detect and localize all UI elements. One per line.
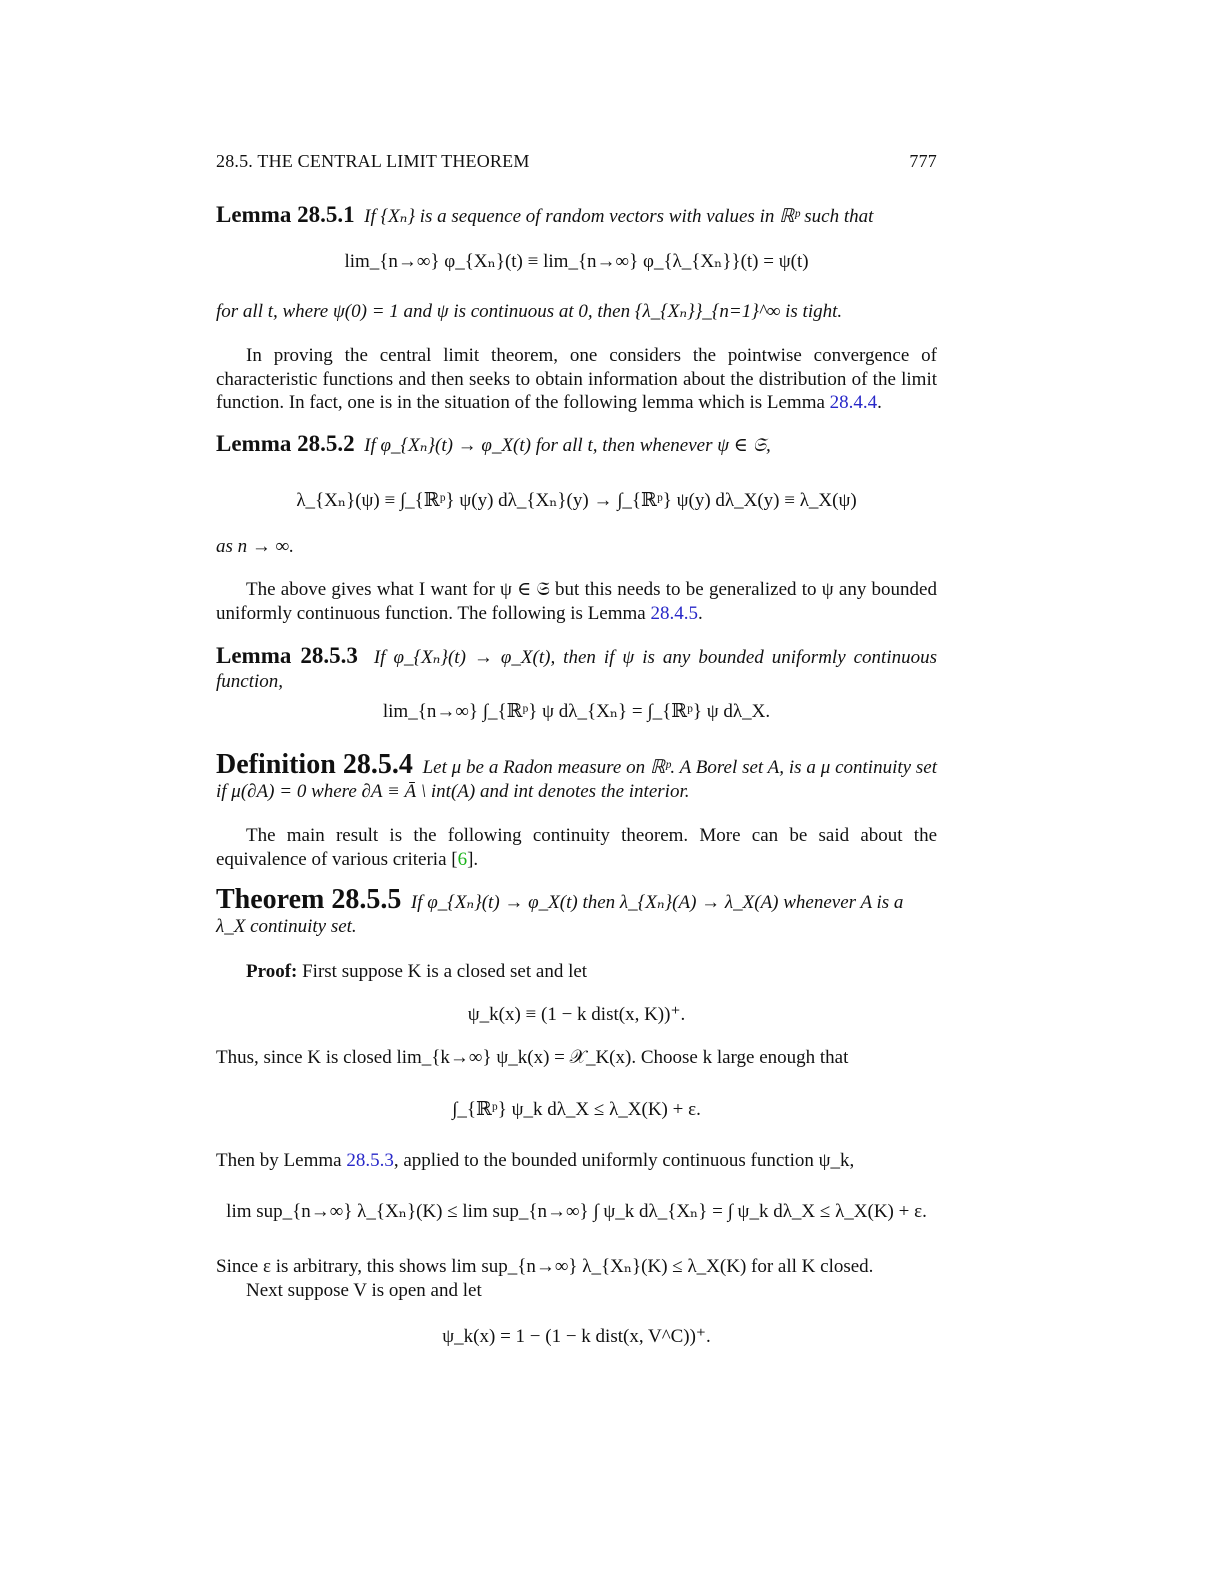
proof-line-3-pre: Then by Lemma: [216, 1150, 342, 1171]
paragraph-2-text: The above gives what I want for ψ ∈ 𝔖 but this needs to be generalized to ψ any bounded uniformly continuous function. The following is Lemma: [216, 579, 937, 624]
lemma-statement: If {Xₙ} is a sequence of random vectors with values in ℝᵖ such that: [364, 206, 874, 227]
proof-line-5: Next suppose V is open and let: [246, 1280, 482, 1301]
definition-28-5-4: [216, 749, 938, 803]
paragraph-3-end: ].: [467, 848, 479, 870]
section-title: 28.5. THE CENTRAL LIMIT THEOREM: [216, 151, 530, 171]
definition-label: Definition 28.5.4: [216, 749, 413, 780]
lemma-label: Lemma 28.5.3: [216, 643, 358, 668]
lemma-28-5-2: [216, 432, 937, 458]
theorem-label: Theorem 28.5.5: [216, 884, 402, 915]
lemma-28-5-2-equation: λ_{Xₙ}(ψ) ≡ ∫_{ℝᵖ} ψ(y) dλ_{Xₙ}(y) → ∫_{ℝᵖ} ψ(y) dλ_X(y) ≡ λ_X(ψ): [296, 490, 857, 511]
proof-equation-4: ψ_k(x) = 1 − (1 − k dist(x, V^C))⁺.: [442, 1326, 711, 1347]
proof-label: Proof:: [246, 961, 298, 982]
paragraph-1-end: .: [877, 392, 882, 413]
lemma-28-5-3: [216, 644, 937, 693]
lemma-reference-link[interactable]: 28.4.5: [650, 602, 698, 624]
page-number: 777: [909, 151, 937, 171]
lemma-28-5-1-conclusion: for all t, where ψ(0) = 1 and ψ is continuous at 0, then {λ_{Xₙ}}_{n=1}^∞ is tight.: [216, 301, 843, 322]
paragraph-2-end: .: [697, 602, 703, 624]
paragraph-3: [216, 824, 937, 871]
theorem-28-5-5: [216, 884, 937, 938]
lemma-28-5-1: [216, 203, 937, 229]
citation-link[interactable]: 6: [457, 848, 468, 870]
proof-line-1-text: First suppose K is a closed set and let: [302, 961, 588, 982]
proof-line-2: Thus, since K is closed lim_{k→∞} ψ_k(x) = 𝒳_K(x). Choose k large enough that: [216, 1047, 849, 1068]
proof-equation-1: ψ_k(x) ≡ (1 − k dist(x, K))⁺.: [467, 1004, 686, 1025]
running-header: [216, 150, 937, 174]
paragraph-3-text: The main result is the following continuity theorem. More can be said about the equivalence of various criteria [: [216, 825, 937, 870]
lemma-label: Lemma 28.5.1: [216, 202, 355, 227]
proof-line-4: Since ε is arbitrary, this shows lim sup_{n→∞} λ_{Xₙ}(K) ≤ λ_X(K) for all K closed.: [216, 1256, 874, 1277]
proof-equation-2: ∫_{ℝᵖ} ψ_k dλ_X ≤ λ_X(K) + ε.: [452, 1099, 701, 1120]
proof-equation-3: lim sup_{n→∞} λ_{Xₙ}(K) ≤ lim sup_{n→∞} ∫ ψ_k dλ_{Xₙ} = ∫ ψ_k dλ_X ≤ λ_X(K) + ε.: [226, 1201, 927, 1222]
lemma-statement: If φ_{Xₙ}(t) → φ_X(t) for all t, then whenever ψ ∈ 𝔖,: [364, 435, 771, 456]
proof-line-3: [216, 1149, 937, 1173]
definition-statement: Let μ be a Radon measure on ℝᵖ. A Borel set A, is a μ continuity set if μ(∂A) = 0 where ∂A ≡ Ā \ int(A) and int denotes the interior.: [216, 757, 938, 802]
lemma-28-5-1-equation: lim_{n→∞} φ_{Xₙ}(t) ≡ lim_{n→∞} φ_{λ_{Xₙ}}(t) = ψ(t): [344, 251, 809, 272]
paragraph-1: [216, 344, 937, 415]
proof-line-3-post: , applied to the bounded uniformly continuous function ψ_k,: [393, 1150, 855, 1171]
lemma-reference-link[interactable]: 28.5.3: [346, 1150, 394, 1171]
lemma-statement: If φ_{Xₙ}(t) → φ_X(t), then if ψ is any bounded uniformly continuous function,: [216, 647, 938, 692]
lemma-label: Lemma 28.5.2: [216, 431, 355, 456]
lemma-reference-link[interactable]: 28.4.4: [829, 392, 878, 413]
paragraph-2: [216, 578, 937, 625]
paragraph-1-text: In proving the central limit theorem, one considers the pointwise convergence of characteristic functions and then seeks to obtain information about the distribution of the limit function. In fact, one is in the situation of the following lemma which is Lemma: [216, 345, 937, 413]
lemma-28-5-3-equation: lim_{n→∞} ∫_{ℝᵖ} ψ dλ_{Xₙ} = ∫_{ℝᵖ} ψ dλ_X.: [382, 701, 771, 722]
proof-line-1: [216, 960, 937, 984]
theorem-statement: If φ_{Xₙ}(t) → φ_X(t) then λ_{Xₙ}(A) → λ_X(A) whenever A is a λ_X continuity set.: [216, 892, 904, 937]
lemma-28-5-2-conclusion: as n → ∞.: [216, 536, 294, 557]
